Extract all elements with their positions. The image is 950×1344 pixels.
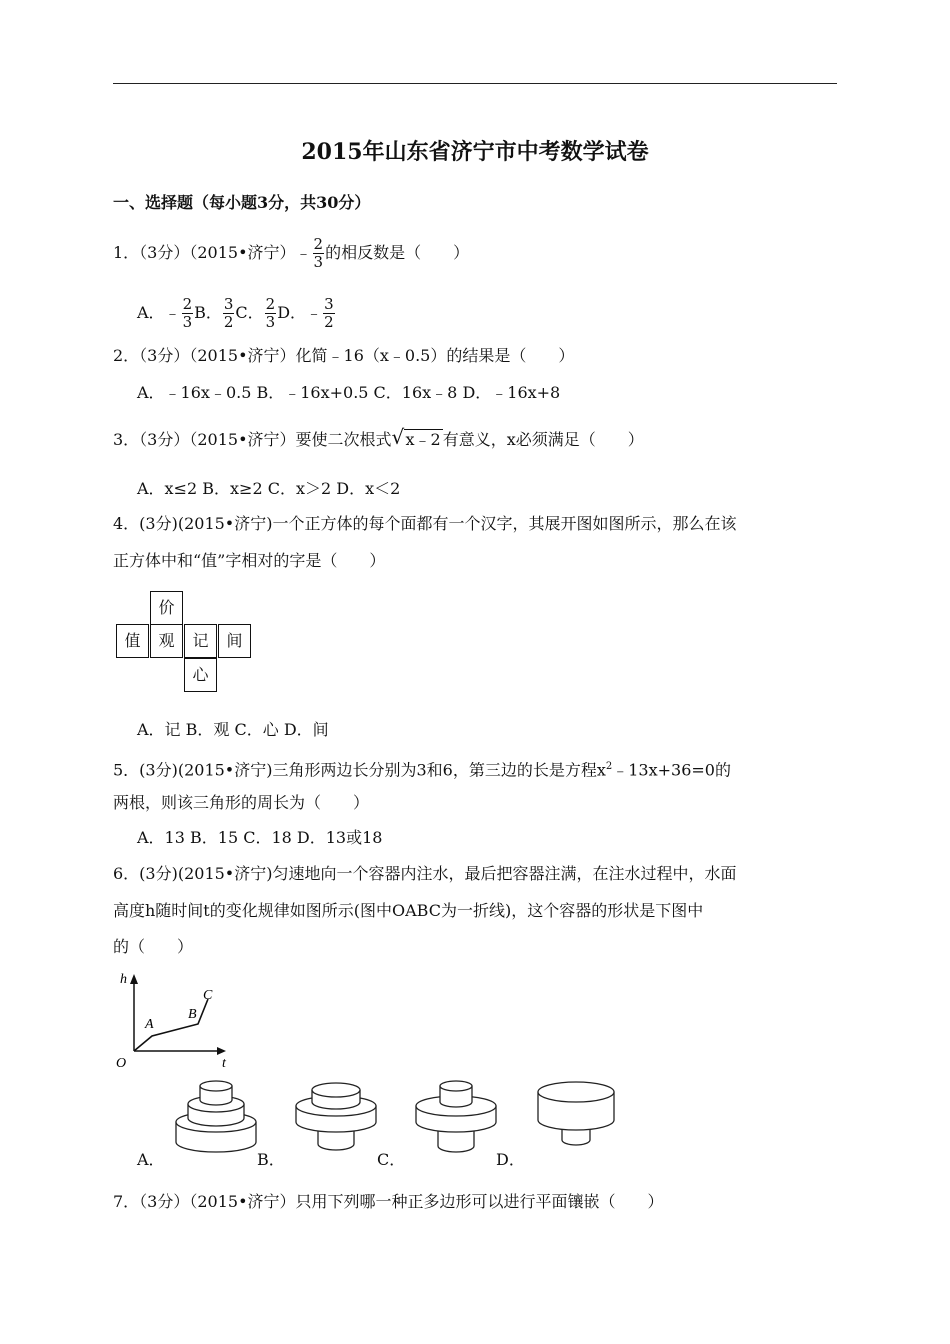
net-cell-left: 值 [116, 624, 149, 658]
question-4-line-1: 4．(3分)(2015•济宁)一个正方体的每个面都有一个汉字，其展开图如图所示，那么在该 [113, 514, 737, 533]
question-6-line-2: 高度h随时间t的变化规律如图所示(图中OABC为一折线)，这个容器的形状是下图中 [113, 901, 704, 920]
container-d-label: D． [496, 1150, 525, 1169]
water-level-graph [110, 966, 240, 1076]
b-label: B [188, 1007, 197, 1022]
q1-option-a-fraction: $\frac{2}{3}$ [182, 295, 193, 331]
net-cell-top: 价 [150, 591, 183, 625]
container-c-label: C． [377, 1150, 406, 1169]
question-6-line-1: 6．(3分)(2015•济宁)匀速地向一个容器内注水，最后把容器注满，在注水过程中，水面 [113, 864, 737, 883]
c-label: C [203, 988, 213, 1003]
net-cell-mid: 观 [150, 624, 183, 658]
container-a-label: A． [137, 1150, 165, 1169]
q1-fraction: $\frac{2}{3}$ [313, 235, 324, 271]
question-7: 7．（3分）（2015•济宁）只用下列哪一种正多边形可以进行平面镶嵌（ ） [113, 1192, 664, 1211]
q1-prefix: 1．（3分）（2015•济宁）﹣ [113, 243, 312, 262]
question-3: 3．（3分）（2015•济宁）要使二次根式 √ x﹣2 有意义，x必须满足（ ） [113, 428, 644, 452]
question-4-line-2: 正方体中和“值”字相对的字是（ ） [113, 551, 386, 570]
q3-options: A．x≤2 B．x≥2 C．x＞2 D．x＜2 [137, 479, 401, 498]
net-cell-far: 间 [218, 624, 251, 658]
o-label: O [116, 1056, 127, 1071]
net-cell-right: 记 [184, 624, 217, 658]
a-label: A [145, 1017, 154, 1032]
t-axis-arrow [217, 1047, 226, 1055]
question-2: 2．（3分）（2015•济宁）化简﹣16（x﹣0.5）的结果是（ ） [113, 346, 575, 365]
container-d-image [530, 1080, 622, 1160]
sqrt-expression: √ x﹣2 [391, 425, 441, 449]
header-rule [113, 83, 837, 84]
container-b-image [290, 1082, 382, 1162]
container-b-label: B． [257, 1150, 285, 1169]
t-label: t [222, 1056, 226, 1071]
container-c-image [410, 1078, 502, 1162]
question-5-line-2: 两根，则该三角形的周长为（ ） [113, 793, 370, 812]
q1-suffix: 的相反数是（ ） [325, 243, 470, 262]
q1-option-b-fraction: $\frac{3}{2}$ [223, 295, 234, 331]
container-a-image [170, 1078, 262, 1158]
net-cell-bottom: 心 [184, 658, 217, 692]
h-label: h [120, 972, 127, 987]
q4-options: A．记 B．观 C．心 D．间 [137, 720, 329, 739]
q1-option-c-fraction: $\frac{2}{3}$ [265, 295, 276, 331]
h-axis-arrow [130, 974, 138, 984]
question-1 [113, 236, 469, 271]
q2-options: A．﹣16x﹣0.5 B．﹣16x+0.5 C．16x﹣8 D．﹣16x+8 [137, 383, 561, 402]
section-heading: 一、选择题（每小题3分，共30分） [113, 193, 371, 212]
question-6-line-3: 的（ ） [113, 937, 194, 956]
q5-options: A．13 B．15 C．18 D．13或18 [137, 828, 383, 847]
q1-option-d-fraction: $\frac{3}{2}$ [324, 295, 334, 331]
question-5-line-1: 5．(3分)(2015•济宁)三角形两边长分别为3和6，第三边的长是方程$x^2﹣13x+36=0$的 [113, 760, 731, 780]
page-title: 2015年山东省济宁市中考数学试卷 [301, 139, 649, 165]
q1-options: A．﹣ $\frac{2}{3}$ B． $\frac{3}{2}$ C． $\frac{2}{3}$ D．﹣ $\frac{3}{2}$ [137, 295, 334, 331]
